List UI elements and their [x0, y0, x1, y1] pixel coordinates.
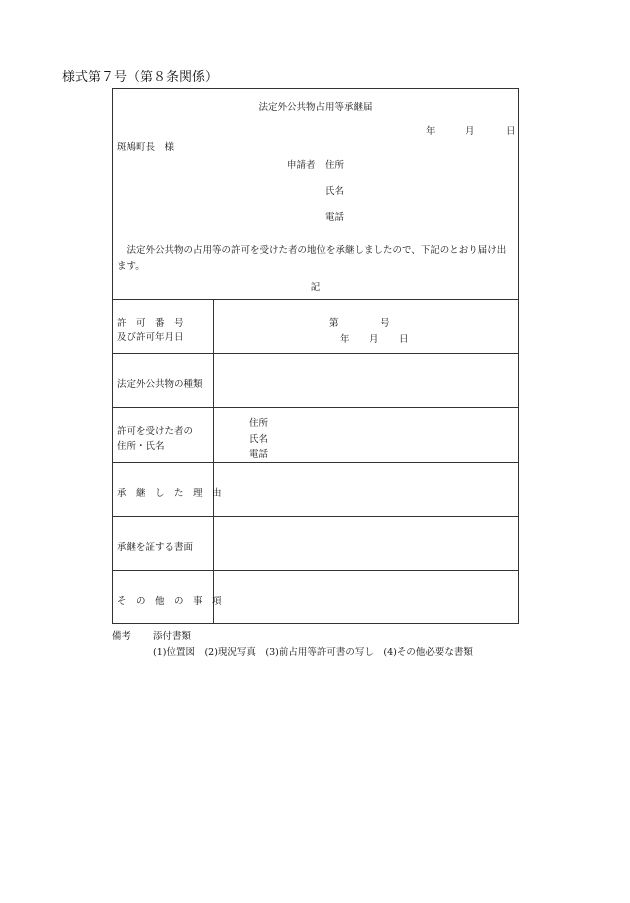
column-divider — [213, 299, 214, 623]
attachments-list: (1)位置図 (2)現況写真 (3)前占用等許可書の写し (4)その他必要な書類 — [153, 647, 473, 658]
applicant-address-label: 住所 — [325, 160, 345, 171]
permit-date-label: 及び許可年月日 — [117, 332, 184, 343]
table-top-rule — [113, 299, 518, 300]
permit-go-label: 号 — [380, 318, 390, 329]
succession-reason-label: 承 継 し た 理 由 — [117, 488, 222, 499]
addressee: 斑鳩町長 様 — [117, 142, 175, 153]
ki-label: 記 — [310, 282, 321, 293]
holder-phone-label: 電話 — [249, 449, 269, 460]
row-divider — [113, 462, 518, 463]
holder-address-label: 住所 — [249, 418, 269, 429]
permit-number-label: 許 可 番 号 — [117, 318, 184, 329]
permit-month-label: 月 — [369, 334, 379, 345]
permit-year-label: 年 — [340, 334, 350, 345]
applicant-name-label: 氏名 — [325, 186, 345, 197]
row-divider — [113, 407, 518, 408]
permit-day-label: 日 — [399, 334, 409, 345]
remarks-label: 備考 — [112, 631, 132, 642]
row-divider — [113, 516, 518, 517]
statement-text: 法定外公共物の占用等の許可を受けた者の地位を承継しましたので、下記のとおり届け出ます。 — [117, 245, 507, 272]
public-property-kind-label: 法定外公共物の種類 — [117, 379, 203, 390]
row-divider — [113, 570, 518, 571]
applicant-label: 申請者 — [287, 160, 316, 171]
attachments-title: 添付書類 — [153, 631, 192, 642]
date-day: 日 — [506, 126, 516, 137]
other-matters-label: そ の 他 の 事 項 — [117, 596, 222, 607]
permit-holder-address-name-label: 住所・氏名 — [117, 441, 165, 452]
holder-name-label: 氏名 — [249, 434, 269, 445]
permit-holder-label: 許可を受けた者の — [117, 426, 194, 437]
date-year: 年 — [426, 126, 436, 137]
application-form — [112, 88, 519, 624]
succession-document-label: 承継を証する書面 — [117, 542, 194, 553]
date-month: 月 — [465, 126, 475, 137]
form-number-label: 様式第７号（第８条関係） — [62, 70, 219, 85]
permit-dai-label: 第 — [329, 318, 339, 329]
document-title: 法定外公共物占用等承継届 — [258, 102, 373, 113]
row-divider — [113, 353, 518, 354]
applicant-phone-label: 電話 — [325, 212, 345, 223]
